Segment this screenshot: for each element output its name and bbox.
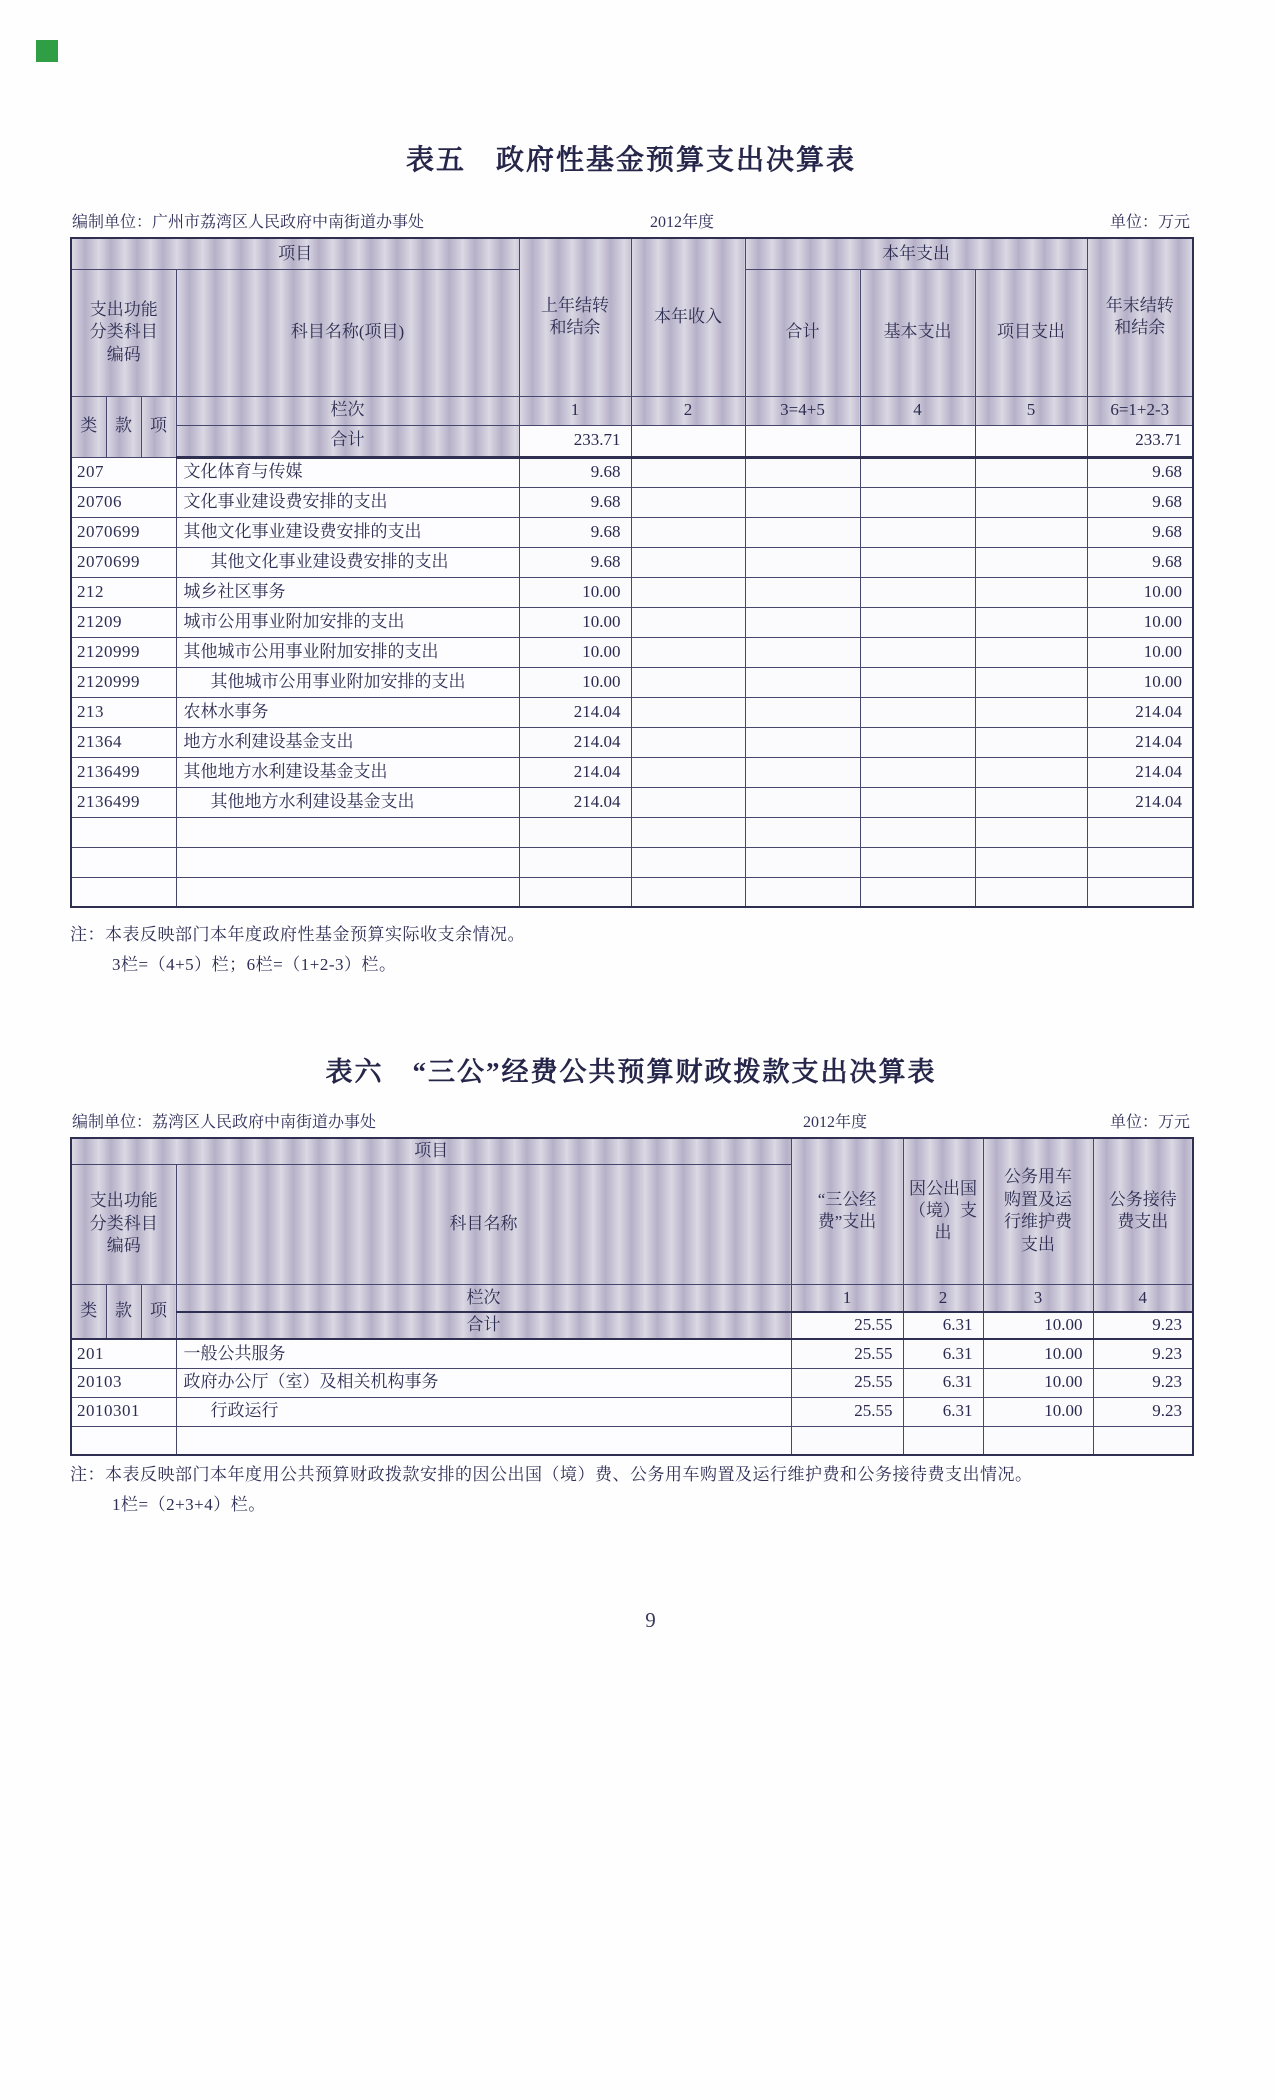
table5-total-row xyxy=(71,425,1193,457)
vehicle-cell: 10.00 xyxy=(983,1397,1093,1426)
year-end-balance-cell: 10.00 xyxy=(1087,637,1193,667)
year-income-cell xyxy=(631,577,745,607)
table6-header-row-1 xyxy=(71,1138,1193,1164)
reception-cell: 9.23 xyxy=(1093,1339,1193,1368)
project-expense-cell xyxy=(975,697,1087,727)
table5-unit: 单位：万元 xyxy=(1109,214,1190,231)
basic-expense-cell xyxy=(860,877,975,907)
t5-total-c2 xyxy=(631,425,745,457)
t5-total-c5 xyxy=(975,425,1087,457)
year-income-cell xyxy=(631,607,745,637)
project-expense-cell xyxy=(975,817,1087,847)
sangong-cell: 25.55 xyxy=(791,1397,903,1426)
table5-row xyxy=(71,457,1193,487)
expense-total-cell xyxy=(745,727,860,757)
abroad-cell: 6.31 xyxy=(903,1339,983,1368)
code-cell xyxy=(71,847,176,877)
subject-name-cell xyxy=(176,1426,791,1455)
subject-name-cell: 一般公共服务 xyxy=(176,1339,791,1368)
project-expense-cell xyxy=(975,847,1087,877)
table5-column-index-row xyxy=(71,396,1193,425)
table5-note-2: 3栏=（4+5）栏；6栏=（1+2-3）栏。 xyxy=(112,955,397,974)
prev-balance-cell: 214.04 xyxy=(519,727,631,757)
code-cell: 212 xyxy=(71,577,176,607)
table5-row xyxy=(71,607,1193,637)
expense-total-cell xyxy=(745,877,860,907)
t6-col-3: 3 xyxy=(983,1284,1093,1312)
t5-code-header: 支出功能分类科目编码 xyxy=(71,269,176,396)
prev-balance-cell xyxy=(519,847,631,877)
expense-total-cell xyxy=(745,757,860,787)
t6-reception-header: 公务接待费支出 xyxy=(1093,1138,1193,1284)
basic-expense-cell xyxy=(860,847,975,877)
basic-expense-cell xyxy=(860,517,975,547)
vehicle-cell: 10.00 xyxy=(983,1339,1093,1368)
code-cell: 21209 xyxy=(71,607,176,637)
abroad-cell xyxy=(903,1426,983,1455)
t5-total-c4 xyxy=(860,425,975,457)
subject-name-cell: 城乡社区事务 xyxy=(176,577,519,607)
year-end-balance-cell: 9.68 xyxy=(1087,457,1193,487)
t5-class-header: 类 xyxy=(71,396,106,457)
year-income-cell xyxy=(631,697,745,727)
t5-total-header: 合计 xyxy=(745,269,860,396)
subject-name-cell: 其他城市公用事业附加安排的支出 xyxy=(176,667,519,697)
code-cell: 2136499 xyxy=(71,787,176,817)
code-cell: 20706 xyxy=(71,487,176,517)
t6-total-c3: 10.00 xyxy=(983,1312,1093,1339)
table6-year: 2012年度 xyxy=(803,1114,868,1131)
table6-prepared-by: 编制单位：荔湾区人民政府中南街道办事处 xyxy=(72,1114,377,1131)
t5-item-header: 项 xyxy=(141,396,176,457)
year-income-cell xyxy=(631,667,745,697)
expense-total-cell xyxy=(745,517,860,547)
project-expense-cell xyxy=(975,607,1087,637)
prev-balance-cell: 214.04 xyxy=(519,757,631,787)
t6-col-2: 2 xyxy=(903,1284,983,1312)
table5-title: 表五 政府性基金预算支出决算表 xyxy=(405,145,856,176)
subject-name-cell: 行政运行 xyxy=(176,1397,791,1426)
expense-total-cell xyxy=(745,607,860,637)
prev-balance-cell: 10.00 xyxy=(519,607,631,637)
subject-name-cell xyxy=(176,847,519,877)
basic-expense-cell xyxy=(860,817,975,847)
project-expense-cell xyxy=(975,667,1087,697)
table5-row xyxy=(71,667,1193,697)
sangong-cell: 25.55 xyxy=(791,1339,903,1368)
subject-name-cell: 文化体育与传媒 xyxy=(176,457,519,487)
t5-col-3: 3=4+5 xyxy=(745,396,860,425)
table5-header-row-1 xyxy=(71,238,1193,269)
year-end-balance-cell: 9.68 xyxy=(1087,547,1193,577)
t6-total-c4: 9.23 xyxy=(1093,1312,1193,1339)
code-cell: 2120999 xyxy=(71,667,176,697)
t5-subject-header: 科目名称(项目) xyxy=(176,269,519,396)
project-expense-cell xyxy=(975,787,1087,817)
expense-total-cell xyxy=(745,667,860,697)
t5-lanci-label: 栏次 xyxy=(176,396,519,425)
project-expense-cell xyxy=(975,757,1087,787)
subject-name-cell: 其他文化事业建设费安排的支出 xyxy=(176,517,519,547)
table6-note-2: 1栏=（2+3+4）栏。 xyxy=(112,1495,266,1514)
t5-section-header: 款 xyxy=(106,396,141,457)
year-end-balance-cell: 214.04 xyxy=(1087,697,1193,727)
table5-row xyxy=(71,637,1193,667)
code-cell: 2070699 xyxy=(71,547,176,577)
subject-name-cell: 其他城市公用事业附加安排的支出 xyxy=(176,637,519,667)
year-end-balance-cell: 214.04 xyxy=(1087,787,1193,817)
basic-expense-cell xyxy=(860,457,975,487)
prev-balance-cell: 10.00 xyxy=(519,577,631,607)
year-end-balance-cell xyxy=(1087,847,1193,877)
prev-balance-cell xyxy=(519,877,631,907)
t6-total-c1: 25.55 xyxy=(791,1312,903,1339)
t5-year-end-header: 年末结转和结余 xyxy=(1087,238,1193,396)
t6-lanci-label: 栏次 xyxy=(176,1284,791,1312)
project-expense-cell xyxy=(975,517,1087,547)
t5-project-exp-header: 项目支出 xyxy=(975,269,1087,396)
table6-total-row xyxy=(71,1312,1193,1339)
table6-row xyxy=(71,1339,1193,1368)
prev-balance-cell: 214.04 xyxy=(519,697,631,727)
vehicle-cell: 10.00 xyxy=(983,1368,1093,1397)
table5-row xyxy=(71,727,1193,757)
table5-row xyxy=(71,757,1193,787)
subject-name-cell: 城市公用事业附加安排的支出 xyxy=(176,607,519,637)
table5 xyxy=(70,237,1194,908)
table6-unit: 单位：万元 xyxy=(1109,1114,1190,1131)
table5-row xyxy=(71,817,1193,847)
t6-total-c2: 6.31 xyxy=(903,1312,983,1339)
table6-title: 表六 “三公”经费公共预算财政拨款支出决算表 xyxy=(325,1057,937,1087)
t6-col-4: 4 xyxy=(1093,1284,1193,1312)
code-cell: 2010301 xyxy=(71,1397,176,1426)
t6-col-1: 1 xyxy=(791,1284,903,1312)
subject-name-cell xyxy=(176,877,519,907)
code-cell: 20103 xyxy=(71,1368,176,1397)
year-end-balance-cell: 214.04 xyxy=(1087,757,1193,787)
year-end-balance-cell: 10.00 xyxy=(1087,667,1193,697)
t6-subject-header: 科目名称 xyxy=(176,1164,791,1284)
t5-total-label: 合计 xyxy=(176,425,519,457)
project-expense-cell xyxy=(975,877,1087,907)
t6-total-label: 合计 xyxy=(176,1312,791,1339)
year-income-cell xyxy=(631,757,745,787)
project-expense-cell xyxy=(975,577,1087,607)
year-income-cell xyxy=(631,817,745,847)
code-cell xyxy=(71,817,176,847)
subject-name-cell: 其他地方水利建设基金支出 xyxy=(176,757,519,787)
table6-row xyxy=(71,1397,1193,1426)
project-expense-cell xyxy=(975,457,1087,487)
code-cell: 2120999 xyxy=(71,637,176,667)
expense-total-cell xyxy=(745,787,860,817)
year-income-cell xyxy=(631,637,745,667)
prev-balance-cell: 10.00 xyxy=(519,637,631,667)
project-expense-cell xyxy=(975,547,1087,577)
t5-prev-balance-header: 上年结转和结余 xyxy=(519,238,631,396)
year-end-balance-cell xyxy=(1087,877,1193,907)
basic-expense-cell xyxy=(860,697,975,727)
table5-row xyxy=(71,577,1193,607)
reception-cell: 9.23 xyxy=(1093,1397,1193,1426)
expense-total-cell xyxy=(745,487,860,517)
t6-item-header: 项 xyxy=(141,1284,176,1339)
t5-year-income-header: 本年收入 xyxy=(631,238,745,396)
year-end-balance-cell: 9.68 xyxy=(1087,487,1193,517)
basic-expense-cell xyxy=(860,727,975,757)
subject-name-cell: 文化事业建设费安排的支出 xyxy=(176,487,519,517)
t5-project-header: 项目 xyxy=(71,238,519,269)
expense-total-cell xyxy=(745,457,860,487)
year-end-balance-cell: 214.04 xyxy=(1087,727,1193,757)
reception-cell: 9.23 xyxy=(1093,1368,1193,1397)
table5-row xyxy=(71,787,1193,817)
t5-col-1: 1 xyxy=(519,396,631,425)
expense-total-cell xyxy=(745,547,860,577)
subject-name-cell: 地方水利建设基金支出 xyxy=(176,727,519,757)
reception-cell xyxy=(1093,1426,1193,1455)
abroad-cell: 6.31 xyxy=(903,1397,983,1426)
code-cell xyxy=(71,877,176,907)
prev-balance-cell xyxy=(519,817,631,847)
table6-note-1: 注：本表反映部门本年度用公共预算财政拨款安排的因公出国（境）费、公务用车购置及运行维护费和公务接待费支出情况。 xyxy=(70,1465,1033,1484)
subject-name-cell xyxy=(176,817,519,847)
year-income-cell xyxy=(631,487,745,517)
subject-name-cell: 农林水事务 xyxy=(176,697,519,727)
basic-expense-cell xyxy=(860,487,975,517)
table6-meta xyxy=(70,1109,1192,1131)
abroad-cell: 6.31 xyxy=(903,1368,983,1397)
subject-name-cell: 其他地方水利建设基金支出 xyxy=(176,787,519,817)
year-income-cell xyxy=(631,847,745,877)
expense-total-cell xyxy=(745,847,860,877)
prev-balance-cell: 9.68 xyxy=(519,517,631,547)
subject-name-cell: 其他文化事业建设费安排的支出 xyxy=(176,547,519,577)
year-income-cell xyxy=(631,457,745,487)
year-income-cell xyxy=(631,877,745,907)
project-expense-cell xyxy=(975,637,1087,667)
table6-column-index-row xyxy=(71,1284,1193,1312)
expense-total-cell xyxy=(745,577,860,607)
year-end-balance-cell: 10.00 xyxy=(1087,607,1193,637)
code-cell: 21364 xyxy=(71,727,176,757)
t6-code-header: 支出功能分类科目编码 xyxy=(71,1164,176,1284)
table6-row xyxy=(71,1368,1193,1397)
t6-section-header: 款 xyxy=(106,1284,141,1339)
sangong-cell xyxy=(791,1426,903,1455)
expense-total-cell xyxy=(745,697,860,727)
corner-marker xyxy=(36,40,58,62)
table5-prepared-by: 编制单位：广州市荔湾区人民政府中南街道办事处 xyxy=(72,214,425,231)
year-end-balance-cell xyxy=(1087,817,1193,847)
table5-row xyxy=(71,847,1193,877)
table6 xyxy=(70,1137,1194,1456)
t6-sangong-header: “三公经费”支出 xyxy=(791,1138,903,1284)
expense-total-cell xyxy=(745,637,860,667)
year-end-balance-cell: 10.00 xyxy=(1087,577,1193,607)
t6-class-header: 类 xyxy=(71,1284,106,1339)
year-income-cell xyxy=(631,517,745,547)
table5-meta xyxy=(70,209,1192,231)
year-end-balance-cell: 9.68 xyxy=(1087,517,1193,547)
code-cell: 2136499 xyxy=(71,757,176,787)
table5-note-1: 注：本表反映部门本年度政府性基金预算实际收支余情况。 xyxy=(70,925,525,944)
project-expense-cell xyxy=(975,727,1087,757)
t5-col-2: 2 xyxy=(631,396,745,425)
basic-expense-cell xyxy=(860,577,975,607)
t5-col-6: 6=1+2-3 xyxy=(1087,396,1193,425)
year-income-cell xyxy=(631,727,745,757)
basic-expense-cell xyxy=(860,607,975,637)
table5-row xyxy=(71,517,1193,547)
t5-col-5: 5 xyxy=(975,396,1087,425)
project-expense-cell xyxy=(975,487,1087,517)
basic-expense-cell xyxy=(860,667,975,697)
table5-row xyxy=(71,547,1193,577)
table6-row xyxy=(71,1426,1193,1455)
code-cell: 213 xyxy=(71,697,176,727)
subject-name-cell: 政府办公厅（室）及相关机构事务 xyxy=(176,1368,791,1397)
t5-basic-header: 基本支出 xyxy=(860,269,975,396)
t5-total-c6: 233.71 xyxy=(1087,425,1193,457)
prev-balance-cell: 10.00 xyxy=(519,667,631,697)
table5-row xyxy=(71,487,1193,517)
code-cell: 207 xyxy=(71,457,176,487)
table5-row xyxy=(71,697,1193,727)
vehicle-cell xyxy=(983,1426,1093,1455)
basic-expense-cell xyxy=(860,757,975,787)
year-income-cell xyxy=(631,547,745,577)
year-income-cell xyxy=(631,787,745,817)
table5-year: 2012年度 xyxy=(650,214,715,231)
t6-project-header: 项目 xyxy=(71,1138,791,1164)
t5-col-4: 4 xyxy=(860,396,975,425)
basic-expense-cell xyxy=(860,787,975,817)
t6-vehicle-header: 公务用车购置及运行维护费支出 xyxy=(983,1138,1093,1284)
prev-balance-cell: 9.68 xyxy=(519,547,631,577)
table5-row xyxy=(71,877,1193,907)
code-cell: 2070699 xyxy=(71,517,176,547)
basic-expense-cell xyxy=(860,637,975,667)
t5-year-expense-header: 本年支出 xyxy=(745,238,1087,269)
basic-expense-cell xyxy=(860,547,975,577)
prev-balance-cell: 214.04 xyxy=(519,787,631,817)
t6-abroad-header: 因公出国（境）支出 xyxy=(903,1138,983,1284)
sangong-cell: 25.55 xyxy=(791,1368,903,1397)
prev-balance-cell: 9.68 xyxy=(519,457,631,487)
t5-total-c3 xyxy=(745,425,860,457)
prev-balance-cell: 9.68 xyxy=(519,487,631,517)
expense-total-cell xyxy=(745,817,860,847)
code-cell xyxy=(71,1426,176,1455)
t5-total-c1: 233.71 xyxy=(519,425,631,457)
code-cell: 201 xyxy=(71,1339,176,1368)
page-number: 9 xyxy=(645,1608,656,1632)
